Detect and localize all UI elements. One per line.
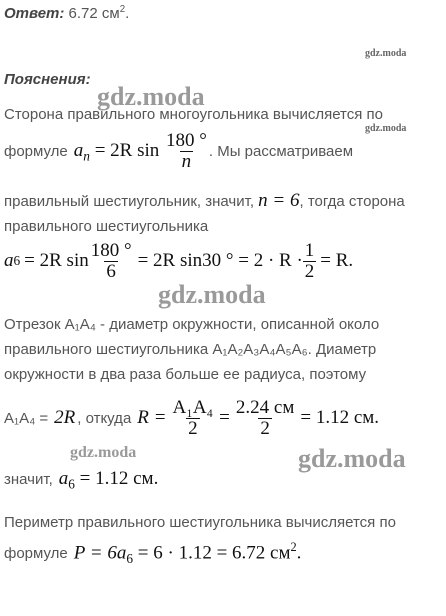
p12-sup: 2 [290, 540, 297, 554]
p5-lhs: a [4, 250, 14, 272]
p9-num1: A₁A₄ [172, 397, 214, 418]
paragraph-4: правильного шестиугольника [4, 218, 209, 235]
p9-fraction-2 [234, 398, 296, 439]
paragraph-3 [4, 190, 405, 212]
p5-num1: 180 ° [90, 240, 132, 261]
p9-num2: 2.24 см [235, 397, 295, 418]
p9-den2: 2 [260, 417, 270, 439]
p9-fraction-1 [170, 398, 215, 439]
p12-rhs: = 6 · 1.12 = 6.72 см [137, 542, 291, 564]
p10-lhs-sub: 6 [68, 476, 75, 492]
p9-eq3: = 1.12 см. [300, 407, 380, 429]
p3-prefix: правильный шестиугольник, значит, [4, 193, 254, 210]
watermark-big-3: gdz.moda [298, 444, 406, 473]
paragraph-7: правильного шестиугольника A₁A₂A₃A₄A₅A₆. Диаметр [4, 341, 377, 358]
answer-value: 6.72 см [68, 5, 120, 22]
paragraph-5 [4, 241, 353, 282]
p5-lhs-sub: 6 [13, 253, 21, 269]
p9-eq2: = [219, 407, 230, 429]
answer-line [4, 4, 129, 22]
p5-eq1: = 2R sin [24, 250, 89, 272]
p2-lhs: a [73, 139, 84, 161]
p9-mid: , откуда [77, 409, 132, 427]
p5-den1: 6 [106, 260, 116, 282]
p5-eq3: = R. [320, 250, 354, 272]
p12-prefix: формуле [4, 545, 68, 563]
p2-num: 180 ° [166, 130, 207, 151]
p9-eq: R = [137, 407, 167, 429]
paragraph-1: Сторона правильного многоугольника вычисляется по [4, 106, 384, 123]
answer-sup: 2 [119, 4, 126, 15]
p9-den1: 2 [188, 417, 198, 439]
p5-fraction-1 [89, 241, 134, 282]
p9-val: 2R [54, 407, 76, 429]
watermark-small-2: gdz.moda [365, 123, 407, 134]
p5-eq2: = 2R sin30 ° = 2 · R · [137, 250, 303, 272]
p2-eq: = 2R sin [94, 139, 160, 161]
p12-lhs-sub: 6 [126, 550, 134, 566]
p10-rhs: = 1.12 см. [79, 468, 159, 489]
p2-prefix: формуле [4, 142, 68, 160]
p2-den: n [181, 150, 192, 172]
p2-formula [74, 131, 209, 172]
watermark-big-1: gdz.moda [97, 82, 205, 111]
p5-den2: 2 [304, 260, 315, 282]
p5-fraction-2 [303, 241, 317, 282]
p5-num2: 1 [304, 240, 315, 261]
watermark-small-1: gdz.moda [365, 48, 407, 59]
answer-dot: . [125, 5, 130, 22]
explanations-heading: Пояснения: [4, 71, 91, 88]
paragraph-8: окружности в два раза больше ее радиуса, поэтому [4, 366, 367, 383]
p12-formula [74, 540, 302, 567]
paragraph-11: Периметр правильного шестиугольника вычисляется по [4, 514, 396, 531]
p2-lhs-sub: n [83, 148, 90, 164]
p9-prefix: A₁A₄ = [4, 409, 49, 427]
p10-prefix: значит, [4, 471, 53, 488]
watermark-medium: gdz.moda [70, 444, 137, 461]
p12-lhs: P = 6a [73, 542, 127, 564]
p2-suffix: . Мы рассматриваем [208, 142, 354, 160]
answer-label: Ответ: [4, 5, 65, 22]
p2-fraction [164, 131, 209, 172]
p3-suffix: , тогда сторона [299, 193, 405, 210]
p12-end: . [296, 542, 302, 564]
p10-lhs: a [58, 468, 69, 489]
watermark-big-2: gdz.moda [158, 280, 266, 309]
p10-formula [59, 468, 159, 493]
paragraph-12 [4, 540, 301, 567]
paragraph-10 [4, 468, 158, 493]
paragraph-6: Отрезок A₁A₄ - диаметр окружности, описанной около [4, 316, 380, 333]
p3-math: n = 6 [258, 190, 300, 211]
paragraph-9 [4, 398, 379, 439]
paragraph-2 [4, 131, 353, 172]
